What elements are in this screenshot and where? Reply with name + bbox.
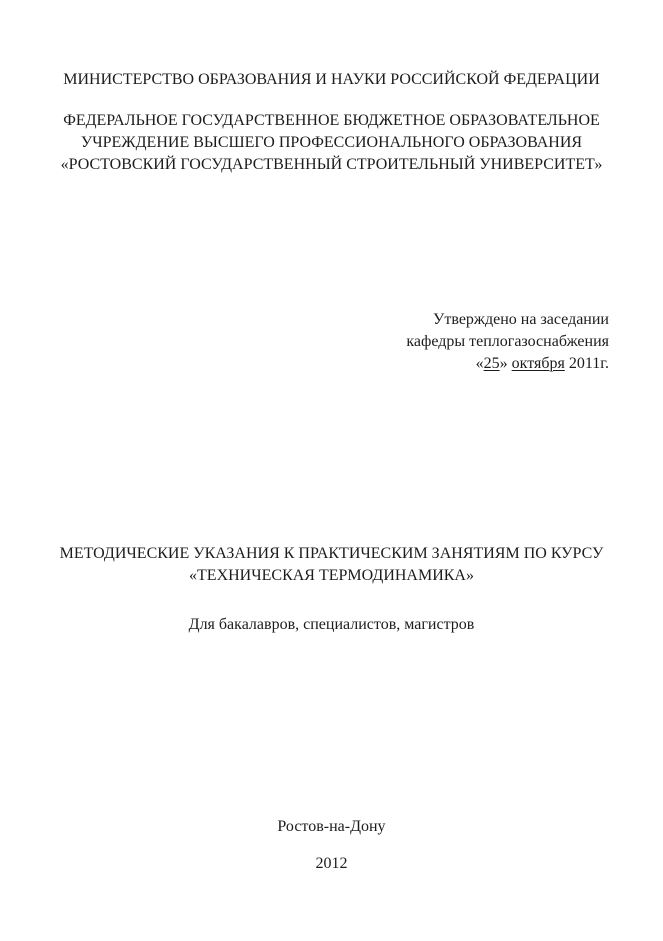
institution-line-3: «РОСТОВСКИЙ ГОСУДАРСТВЕННЫЙ СТРОИТЕЛЬНЫЙ УНИВЕРСИТЕТ» [60,156,603,173]
approval-line-1: Утверждено на заседании [433,311,609,328]
date-day: 25 [483,355,500,372]
title-line-1: МЕТОДИЧЕСКИЕ УКАЗАНИЯ К ПРАКТИЧЕСКИМ ЗАНЯТИЯМ ПО КУРСУ [59,545,604,562]
approval-date-line [0,353,609,375]
institution-line-1: ФЕДЕРАЛЬНОЕ ГОСУДАРСТВЕННОЕ БЮДЖЕТНОЕ ОБРАЗОВАТЕЛЬНОЕ [63,112,600,129]
date-month: октября [511,355,565,372]
audience-line: Для бакалавров, специалистов, магистров [188,616,475,633]
date-close-quote: » [499,355,512,372]
city-line: Ростов-на-Дону [277,818,386,835]
institution-line-2: УЧРЕЖДЕНИЕ ВЫСШЕГО ПРОФЕССИОНАЛЬНОГО ОБРАЗОВАНИЯ [80,134,583,151]
institution-heading [0,110,663,176]
ministry-heading: МИНИСТЕРСТВО ОБРАЗОВАНИЯ И НАУКИ РОССИЙСКОЙ ФЕДЕРАЦИИ [63,71,600,88]
approval-line-2: кафедры теплогазоснабжения [406,333,609,350]
date-year: 2011г. [564,355,609,372]
title-line-2: «ТЕХНИЧЕСКАЯ ТЕРМОДИНАМИКА» [189,567,474,584]
approval-block [0,309,663,375]
date-open-quote: « [475,355,484,372]
document-title [0,543,663,587]
year-line: 2012 [315,855,348,872]
